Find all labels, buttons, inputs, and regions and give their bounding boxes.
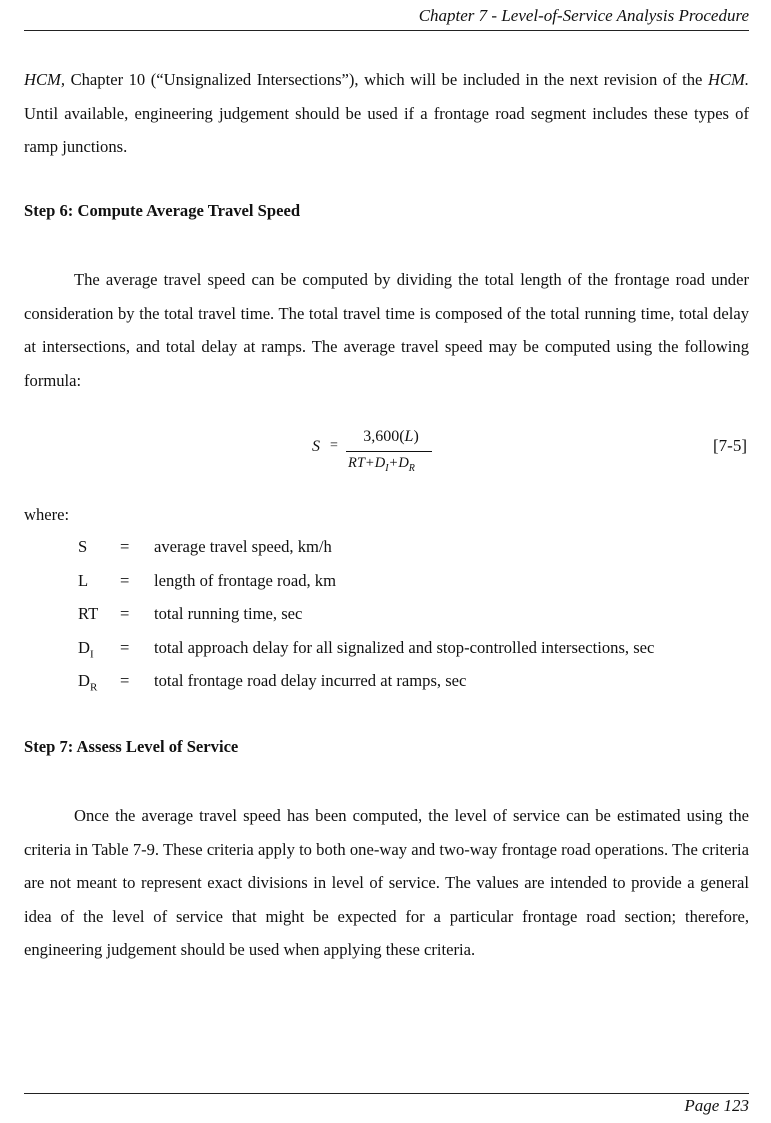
page-footer xyxy=(24,1093,749,1115)
formula-denominator xyxy=(348,455,415,474)
step6-heading: Step 6: Compute Average Travel Speed xyxy=(24,201,301,220)
definition-symbol: $D_R$ xyxy=(78,671,98,694)
definition-text: total running time, sec xyxy=(154,604,303,623)
intro-text-2: Until available, engineering judgement should be used if a frontage road segment includes these types of ramp junctions. xyxy=(24,103,749,156)
step6-paragraph xyxy=(24,263,749,397)
where-label: where: xyxy=(24,505,70,524)
step7-heading: Step 7: Assess Level of Service xyxy=(24,737,239,756)
numerator-coefficient: 3,600( xyxy=(363,428,405,445)
denominator-dr: +D xyxy=(388,455,409,471)
definition-text: total approach delay for all signalized and stop-controlled intersections, sec xyxy=(154,637,655,657)
intro-paragraph xyxy=(24,63,749,164)
page-number: Page 123 xyxy=(684,1096,749,1115)
numerator-variable: L xyxy=(404,428,414,445)
step6-text: The average travel speed can be computed by dividing the total length of the frontage road under consideration by the total travel time. The total travel time is composed of the total running time, total delay at intersections, and total delay at ramps. The average travel speed may be computed using the following formula: xyxy=(24,270,749,390)
numerator-close: ) xyxy=(413,428,419,445)
definition-symbol: $D_I$ xyxy=(78,637,94,660)
denominator-di-sub: I xyxy=(385,462,389,474)
definition-text: length of frontage road, km xyxy=(154,570,337,590)
chapter-title: Chapter 7 - Level-of-Service Analysis Procedure xyxy=(418,6,749,25)
definition-text: total frontage road delay incurred at ramps, sec xyxy=(154,671,467,690)
definition-equals: = xyxy=(120,570,130,590)
denominator-di: +D xyxy=(364,455,386,471)
definition-equals: = xyxy=(120,637,130,657)
denominator-rt: RT xyxy=(348,455,365,471)
hcm-reference: HCM. xyxy=(707,70,749,89)
equation-number: [7-5] xyxy=(713,436,747,455)
definition-text: average travel speed, km/h xyxy=(154,537,332,556)
definition-equals: = xyxy=(120,537,130,556)
definition-equals: = xyxy=(120,671,130,690)
formula-numerator xyxy=(346,428,436,446)
formula-equals: = xyxy=(330,438,338,453)
hcm-reference: HCM, xyxy=(24,70,66,89)
fraction-bar xyxy=(346,451,432,452)
formula-lhs: S xyxy=(312,438,320,455)
definition-equals: = xyxy=(120,604,130,623)
definition-symbol: L xyxy=(78,570,89,590)
intro-text-1: Chapter 10 (“Unsignalized Intersections”), which will be included in the next revision of the xyxy=(65,70,708,89)
definition-symbol: RT xyxy=(78,604,99,623)
denominator-dr-sub: R xyxy=(408,462,415,474)
definition-symbol: S xyxy=(78,537,88,556)
step7-text: Once the average travel speed has been computed, the level of service can be estimated using the criteria in Table 7-9. These criteria apply to both one-way and two-way frontage road operations. The criteria are not meant to represent exact divisions in level of service. The values are intended to provide a general idea of the level of service that might be expected for a particular frontage road section; therefore, engineering judgement should be used when applying these criteria. xyxy=(24,806,749,959)
step7-paragraph xyxy=(24,799,749,967)
page-header xyxy=(24,4,749,31)
